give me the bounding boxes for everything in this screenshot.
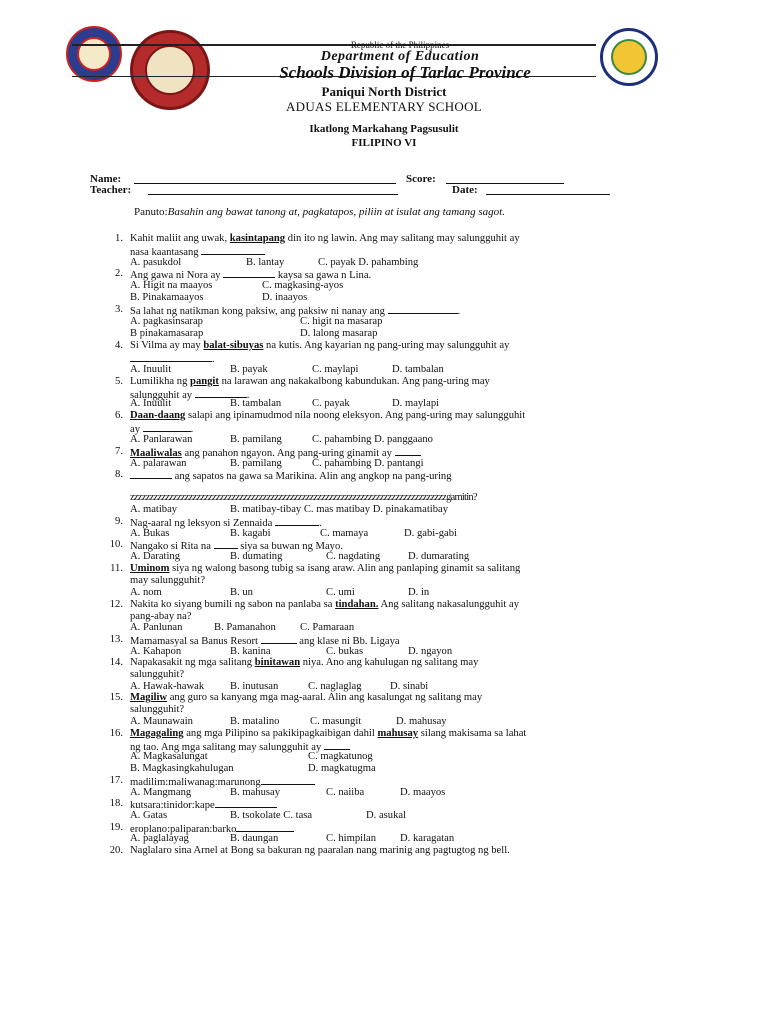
question-text: ng tao. Ang mga salitang may salungguhit ay [130,740,350,754]
choice: A. Mangmang [130,787,192,798]
question-text: madilim:maliwanag:marunong [130,775,315,789]
choice: A. Gatas [130,810,168,821]
question-text: may salungguhit? [130,575,206,586]
question-text: nasa kaantasang [130,245,265,259]
choice: C. umi [326,587,355,598]
choice: C. magkasing-ayos [262,280,344,291]
choice: B. kanina [230,646,271,657]
choice: D. gabi-gabi [404,528,457,539]
choice: D. magkatugma [308,763,376,774]
answer-blank[interactable] [130,352,212,362]
question-text: ay . [130,424,194,435]
choice: A. matibay [130,504,178,515]
choice: D. inaayos [262,292,308,303]
answer-blank[interactable] [223,268,275,278]
choice: A. Hawak-hawak [130,681,205,692]
question-text: Napakasakit ng mga salitang binitawan niya. Ano ang kahulugan ng salitang may [130,657,479,668]
choice: D. mahusay [396,716,447,727]
question-text: Nangako si Rita na siya sa buwan ng Mayo. [130,541,343,552]
question-number: 9. [115,516,123,527]
choice: B. Pamanahon [214,622,276,633]
answer-blank[interactable] [236,822,294,832]
choice: C. naglaglag [308,681,362,692]
question-text: Ang gawa ni Nora ay kaysa sa gawa n Lina. [130,270,372,281]
teacher-label: Teacher: [90,184,132,196]
choice: A. Magkasalungat [130,751,208,762]
question-number: 2. [115,268,123,279]
question-text: kutsara:tinidor:kape [130,798,277,812]
choice: B pinakamasarap [130,328,204,339]
choice: A. Panlarawan [130,434,193,445]
name-field[interactable] [134,183,396,184]
answer-blank[interactable] [215,798,277,808]
answer-blank[interactable] [261,634,297,644]
question-number: 17. [109,775,123,786]
date-label: Date: [452,184,478,196]
choice: C. magkatunog [308,751,373,762]
underlined-word: pangit [190,376,219,387]
choice: D. maylapi [392,398,440,409]
school-title: ADUAS ELEMENTARY SCHOOL [285,99,483,114]
underlined-word: Uminom [130,563,170,574]
question-text: Nag-aaral ng leksyon si Zennaida . [130,518,322,529]
question-text: Si Vilma ay may balat-sibuyas na kutis. Ang kayarian ng pang-uring may salungguhit ay [130,340,510,351]
choice: A. pasukdol [130,257,182,268]
choice: D. dumarating [408,551,470,562]
choice: A. Higit na maayos [130,280,213,291]
choice: D. lalong masarap [300,328,378,339]
question-number: 11. [110,563,123,574]
question-text: Naglalaro sina Arnel at Bong sa bakuran ng paaralan nang marinig ang pagtugtog ng bell. [130,845,510,856]
choice: C. maylapi [312,364,359,375]
question-text: Sa lahat ng natikman kong paksiw, ang paksiw ni nanay ang . [130,306,461,317]
question-number: 4. [115,340,123,351]
choice: C. payak D. pahambing [318,257,419,268]
department-line: Department of Education [320,49,480,64]
choice: B. Pinakamaayos [130,292,204,303]
choice: D. asukal [366,810,407,821]
question-number: 12. [109,599,123,610]
school-logo-icon [600,28,658,86]
teacher-field[interactable] [148,194,398,195]
answer-blank[interactable] [324,740,350,750]
choice: A. nom [130,587,162,598]
underlined-word: mahusay [377,728,419,739]
underlined-word: kasintapang [229,233,286,244]
subject-title: FILIPINO VI [351,137,417,149]
score-label: Score: [406,173,436,185]
question-number: 13. [109,634,123,645]
division-line: Schools Division of Tarlac Province [279,63,531,82]
answer-blank[interactable] [388,304,458,314]
question-number: 16. [109,728,123,739]
question-number: 10. [109,539,123,550]
choice: B. un [230,587,253,598]
question-text: Maaliwalas ang panahon ngayon. Ang pang-uring ginamit ay [130,446,421,460]
date-field[interactable] [486,194,610,195]
choice: B. pamilang [230,458,282,469]
choice: B. payak [230,364,268,375]
question-number: 6. [115,410,123,421]
question-text: Kahit maliit ang uwak, kasintapang din ito ng lawin. Ang may salitang may salungguhit ay [130,233,520,244]
question-text: Magiliw ang guro sa kanyang mga mag-aaral. Alin ang kasalungat ng salitang may [130,692,483,703]
filler-text: zzzzzzzzzzzzzzzzzzzzzzzzzzzzzzzzzzzzzzzzzzzzzzzzzzzzzzzzzzzzzzzzzzzzzzzzzzzzzzzzzgamitin? [130,492,477,503]
choice: D. in [408,587,430,598]
choice: A. Panlunan [130,622,183,633]
underlined-word: Magagaling [130,728,184,739]
deped-seal-icon [66,26,122,82]
question-text: salungguhit ay . [130,390,250,401]
question-text: Lumilikha ng pangit na larawan ang nakakalbong kabundukan. Ang pang-uring may [130,376,490,387]
answer-blank[interactable] [195,388,247,398]
question-text: Nakita ko siyang bumili ng sabon na panlaba sa tindahan. Ang salitang nakasalungguhit ay [130,599,520,610]
question-number: 18. [109,798,123,809]
choice: D. sinabi [390,681,429,692]
underlined-word: Magiliw [130,692,168,703]
choice: B. lantay [246,257,285,268]
choice: C. masungit [310,716,362,727]
choice: A. Bukas [130,528,170,539]
question-number: 15. [109,692,123,703]
choice: B. daungan [230,833,279,844]
answer-blank[interactable] [275,516,319,526]
choice: A. Darating [130,551,181,562]
question-text: Magagaling ang mga Pilipino sa pakikipagkaibigan dahil mahusay silang makisama sa lahat [130,728,527,739]
underlined-word: balat-sibuyas [203,340,264,351]
name-label: Name: [90,173,122,185]
choice: A. Kahapon [130,646,182,657]
answer-blank[interactable] [261,775,315,785]
choice: D. ngayon [408,646,453,657]
choice: B. matalino [230,716,280,727]
question-text: pang-abay na? [130,611,192,622]
answer-blank[interactable] [130,469,172,479]
question-number: 14. [109,657,123,668]
question-number: 19. [109,822,123,833]
district-title: Paniqui North District [321,84,447,99]
answer-blank[interactable] [214,539,238,549]
choice: A. palarawan [130,458,187,469]
choice: C. pahambing D. pantangi [312,458,424,469]
choice: C. Pamaraan [300,622,355,633]
question-number: 20. [109,845,123,856]
choice: B. tsokolate C. tasa [230,810,313,821]
choice: A. Inuulit [130,398,172,409]
choice: C. himpilan [326,833,377,844]
republic-line: Republic of the Philippines [350,40,450,50]
underlined-word: Maaliwalas [130,448,182,459]
question-number: 3. [115,304,123,315]
question-text: ang sapatos na gawa sa Marikina. Alin ang angkop na pang-uring [130,469,452,483]
choice: C. naiiba [326,787,365,798]
question-text: Daan-daang salapi ang ipinamudmod nila noong eleksyon. Ang pang-uring may salungguhit [130,410,526,421]
choice: B. Magkasingkahulugan [130,763,234,774]
choice: C. nagdating [326,551,381,562]
exam-title: Ikatlong Markahang Pagsusulit [309,123,459,135]
choice: B. matibay-tibay C. mas matibay D. pinakamatibay [230,504,449,515]
choice: B. inutusan [230,681,279,692]
question-text: Mamamasyal sa Banus Resort ang klase ni Bb. Ligaya [130,636,400,647]
choice: A. Inuulit [130,364,172,375]
choice: A. paglalayag [130,833,189,844]
choice: C. payak [312,398,350,409]
question-number: 1. [115,233,123,244]
choice: B. tambalan [230,398,282,409]
instructions-label: Panuto: [134,206,168,218]
answer-blank[interactable] [395,446,421,456]
choice: C. higit na masarap [300,316,383,327]
underlined-word: tindahan. [335,599,379,610]
choice: B. dumating [230,551,283,562]
instructions-text: Basahin ang bawat tanong at, pagkatapos, piliin at isulat ang tamang sagot. [167,206,505,218]
question-number: 5. [115,376,123,387]
answer-blank[interactable] [201,245,265,255]
question-number: 7. [115,446,123,457]
choice: B. pamilang [230,434,282,445]
question-text: Uminom siya ng walong basong tubig sa isang araw. Alin ang panlaping ginamit sa salitang [130,563,521,574]
question-text: salungguhit? [130,669,185,680]
question-text: eroplano:paliparan:barko [130,822,294,836]
choice: C. bukas [326,646,364,657]
choice: C. pahambing D. panggaano [312,434,433,445]
question-text: salungguhit? [130,704,185,715]
underlined-word: binitawan [254,657,301,668]
choice: A. pagkasinsarap [130,316,203,327]
choice: D. maayos [400,787,446,798]
choice: B. mahusay [230,787,281,798]
underlined-word: Daan-daang [130,410,186,421]
instructions [134,206,505,218]
choice: B. kagabi [230,528,271,539]
choice: C. mamaya [320,528,369,539]
answer-blank[interactable] [143,422,191,432]
choice: D. tambalan [392,364,444,375]
choice: A. Maunawain [130,716,193,727]
question-number: 8. [115,469,123,480]
choice: D. karagatan [400,833,455,844]
